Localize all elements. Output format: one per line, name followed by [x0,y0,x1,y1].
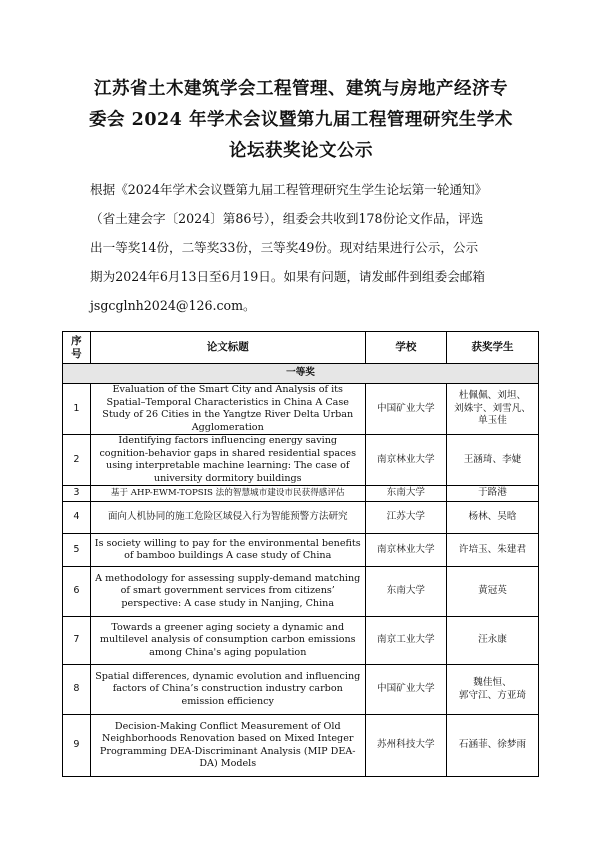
header-no: 序号 [63,332,91,364]
row-number: 7 [63,617,91,665]
student-names [446,534,538,567]
table-row [63,715,539,777]
table-header-row [63,332,539,364]
title-line-2: 委会 2024 年学术会议暨第九届工程管理研究生学术 [89,110,513,130]
paper-title: A methodology for assessing supply-demand matching of smart government services from citizens’ perspective: A case study in Nanjing, China [90,567,365,617]
awards-table [62,331,539,777]
table-row [63,486,539,502]
student-names [446,435,538,486]
school-name: 东南大学 [365,567,446,617]
row-number: 6 [63,567,91,617]
table-row [63,502,539,534]
student-names [446,617,538,665]
student-line: 黄冠英 [478,585,507,597]
school-name: 江苏大学 [365,502,446,534]
section-label: 一等奖 [63,364,539,384]
student-line: 刘姝宇、刘雪凡、 [454,402,531,414]
table-row [63,534,539,567]
row-number: 1 [63,384,91,435]
document-title [70,74,532,167]
paper-title: Spatial differences, dynamic evolution and influencing factors of China’s construction industry carbon emission efficiency [90,665,365,715]
school-name: 东南大学 [365,486,446,502]
intro-line-1: 根据《2024年学术会议暨第九届工程管理研究生学生论坛第一轮通知》 [90,182,488,197]
student-line: 于路港 [478,487,507,499]
paper-title: Is society willing to pay for the environmental benefits of bamboo buildings A case study of China [90,534,365,567]
student-names [446,665,538,715]
student-line: 王涵琦、李婕 [463,453,522,465]
row-number: 8 [63,665,91,715]
student-line: 杨林、吴晗 [468,511,517,523]
school-name: 南京林业大学 [365,435,446,486]
school-name: 苏州科技大学 [365,715,446,777]
table-row [63,384,539,435]
student-line: 石涵菲、徐梦雨 [458,739,527,751]
table-row [63,435,539,486]
student-line: 杜佩佩、刘坦、 [458,390,527,402]
student-line: 许培玉、朱建君 [458,543,527,555]
school-name: 中国矿业大学 [365,384,446,435]
row-number: 3 [63,486,91,502]
intro-line-3: 出一等奖14份，二等奖33份，三等奖49份。现对结果进行公示，公示 [90,240,479,255]
section-row [63,364,539,384]
student-names [446,384,538,435]
header-title: 论文标题 [90,332,365,364]
school-name: 南京林业大学 [365,534,446,567]
paper-title: 面向人机协同的施工危险区域侵入行为智能预警方法研究 [90,502,365,534]
school-name: 中国矿业大学 [365,665,446,715]
table-row [63,617,539,665]
intro-line-4: 期为2024年6月13日至6月19日。如果有问题，请发邮件到组委会邮箱 [90,269,485,284]
paper-title: Towards a greener aging society a dynamic and multilevel analysis of consumption carbon emissions among China's aging population [90,617,365,665]
intro-line-2: （省土建会字〔2024〕第86号），组委会共收到178份论文作品，评选 [90,211,484,226]
row-number: 9 [63,715,91,777]
school-name: 南京工业大学 [365,617,446,665]
row-number: 2 [63,435,91,486]
title-line-3: 论坛获奖论文公示 [229,141,373,161]
title-line-1: 江苏省土木建筑学会工程管理、建筑与房地产经济专 [94,79,508,99]
student-line: 魏佳恒、 [473,677,512,688]
paper-title: 基于 AHP-EWM-TOPSIS 法的智慧城市建设市民获得感评估 [90,486,365,502]
intro-paragraph [90,175,522,320]
student-line: 汪永康 [478,634,507,646]
student-names [446,567,538,617]
paper-title: Identifying factors influencing energy saving cognition-behavior gaps in shared residential spaces using interpretable machine learning: The case of university dormitory buildings [90,435,365,486]
header-students: 获奖学生 [446,332,538,364]
intro-line-5: jsgcglnh2024@126.com。 [90,298,256,313]
header-school: 学校 [365,332,446,364]
paper-title: Evaluation of the Smart City and Analysis of its Spatial–Temporal Characteristics in China A Case Study of 26 Cities in the Yangtze River Delta Urban Agglomeration [90,384,365,435]
student-names [446,715,538,777]
paper-title: Decision-Making Conflict Measurement of Old Neighborhoods Renovation based on Mixed Integer Programming DEA-Discriminant Analysis (MIP DEA-DA) Models [90,715,365,777]
student-names [446,486,538,502]
row-number: 4 [63,502,91,534]
row-number: 5 [63,534,91,567]
student-line: 单玉佳 [478,415,507,427]
student-line: 郭守江、方亚琦 [458,689,527,701]
student-names [446,502,538,534]
table-row [63,665,539,715]
table-row [63,567,539,617]
